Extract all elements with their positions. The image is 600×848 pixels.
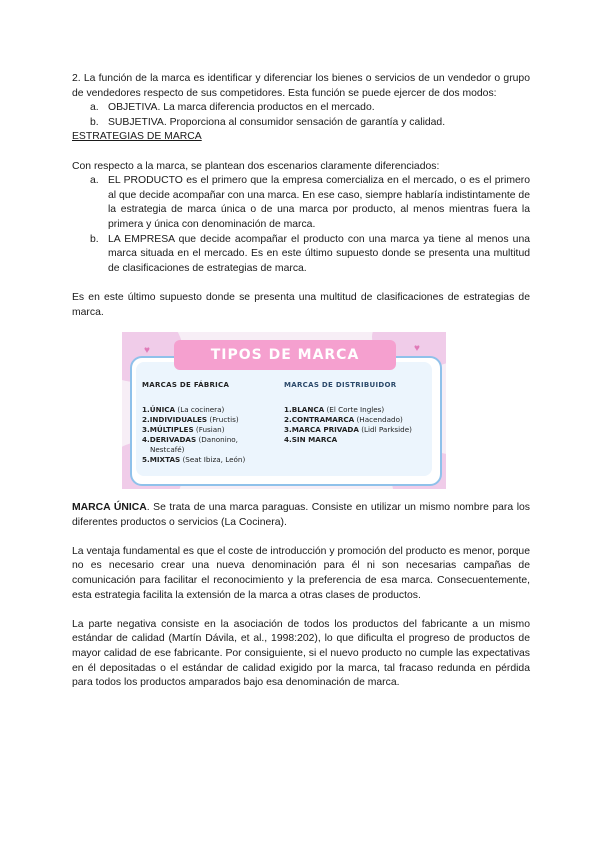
list-item: 1.ÚNICA (La cocinera) — [142, 404, 225, 414]
list-item: Nestcafé) — [150, 444, 185, 454]
disadvantage-paragraph: La parte negativa consiste en la asociación de todos los productos del fabricante a un mismo estándar de calidad (Martín Dávila, et al., 1998:202), lo que dificulta el progreso de productos de mayor calidad de ese fabricante. Por consiguiente, si el nuevo producto no cumple las expectativas en él depositadas o el estándar de calidad exigido por la marca, tal fracaso redunda en pérdida para todos los productos amparados bajo esa denominación de marca. — [72, 618, 530, 689]
tipos-de-marca-infographic — [122, 332, 446, 489]
modes-list — [72, 101, 530, 130]
fabrica-heading: MARCAS DE FÁBRICA — [142, 381, 230, 390]
list-item: 5.MIXTAS (Seat Ibiza, León) — [142, 454, 246, 464]
heart-icon: ♥ — [414, 343, 420, 355]
list-item: 3.MARCA PRIVADA (Lidl Parkside) — [284, 424, 412, 434]
list-item: 3.MÚLTIPLES (Fusian) — [142, 424, 225, 434]
list-item: 4.SIN MARCA — [284, 434, 338, 444]
list-item: 2.INDIVIDUALES (Fructis) — [142, 414, 239, 424]
intro-paragraph: 2. La función de la marca es identificar y diferenciar los bienes o servicios de un vendedor o grupo de vendedores respecto de sus competidores. Esta función se puede ejercer de dos modos: — [72, 73, 530, 99]
scenarios-list — [72, 174, 530, 276]
list-item: 2.CONTRAMARCA (Hacendado) — [284, 414, 403, 424]
distribuidor-column — [284, 378, 434, 445]
section-heading: ESTRATEGIAS DE MARCA — [72, 131, 202, 143]
list-item: a. EL PRODUCTO es el primero que la empresa comercializa en el mercado, o es el primero al que decide acompañar con una marca. En ese caso, siempre hablaría indistintamente de la estrategia de marca única o de una marca por producto, al menos mientras fuera la primera y única con denominación de marca. — [90, 175, 530, 230]
list-item: 4.DERIVADAS (Danonino, — [142, 434, 238, 444]
heart-icon: ♥ — [144, 345, 150, 357]
strategies-closing: Es en este último supuesto donde se presenta una multitud de clasificaciones de estrategias de marca. — [72, 291, 530, 318]
marca-unica-term: MARCA ÚNICA — [72, 502, 147, 514]
list-item: 1.BLANCA (El Corte Ingles) — [284, 404, 385, 414]
infographic-title: TIPOS DE MARCA — [174, 340, 396, 370]
list-item: a. OBJETIVA. La marca diferencia productos en el mercado. — [90, 102, 375, 114]
list-item: b. SUBJETIVA. Proporciona al consumidor sensación de garantía y calidad. — [90, 116, 446, 128]
document-page — [72, 72, 530, 691]
strategies-lead: Con respecto a la marca, se plantean dos escenarios claramente diferenciados: — [72, 160, 440, 172]
list-item: b. LA EMPRESA que decide acompañar el producto con una marca ya tiene al menos una marca situada en el mercado. Es en este último supuesto donde se presenta una multitud de clasificaciones de estrategias de marca. — [90, 233, 530, 274]
distribuidor-heading: MARCAS DE DISTRIBUIDOR — [284, 381, 397, 390]
marca-unica-paragraph: MARCA ÚNICA. Se trata de una marca paraguas. Consiste en utilizar un mismo nombre para los diferentes productos o servicios (La Cocinera). — [72, 502, 530, 528]
advantage-paragraph: La ventaja fundamental es que el coste de introducción y promoción del producto es menor, porque no es necesario crear una nueva denominación para él ni son necesarias campañas de comunicación para facilitar el reconocimiento y la preferencia de esa marca. Consecuentemente, esta estrategia facilita la extensión de la marca a otras clases de productos. — [72, 545, 530, 601]
fabrica-column — [142, 378, 272, 465]
